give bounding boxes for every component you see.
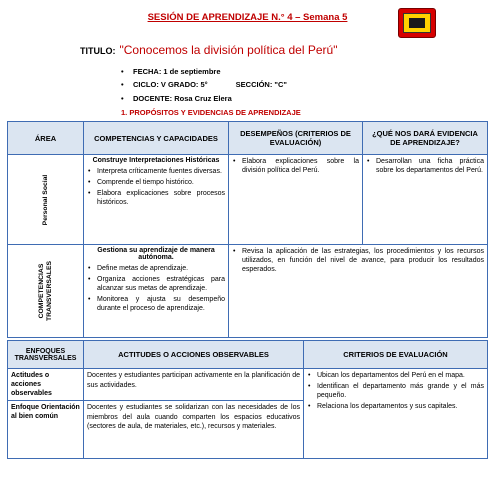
col-header-competencias: COMPETENCIAS Y CAPACIDADES (84, 122, 229, 155)
area-cell (8, 155, 84, 245)
section-heading: 1. PROPÓSITOS Y EVIDENCIAS DE APRENDIZAJE (121, 108, 301, 117)
criteria-cell (304, 369, 488, 459)
bullet-icon: • (121, 94, 124, 103)
criteria-item: • Identifican el departamento más grande y el más pequeño. (307, 382, 484, 400)
bullet-icon: • (121, 80, 124, 89)
col-header-desempenos: DESEMPEÑOS (CRITERIOS DE EVALUACIÓN) (229, 122, 363, 155)
competency-title: Gestiona su aprendizaje de manera autónoma. (97, 247, 215, 261)
date-line: • FECHA: 1 de septiembre (121, 67, 221, 76)
col-header-acciones: ACTITUDES O ACCIONES OBSERVABLES (84, 341, 304, 369)
title-row (80, 43, 337, 57)
capacity-item: • Comprende el tiempo histórico. (87, 178, 225, 187)
session-title: SESIÓN DE APRENDIZAJE N.° 4 – Semana 5 (147, 12, 348, 23)
competency-cell (84, 155, 229, 245)
competency-cell (84, 245, 229, 338)
col-header-evidencia: ¿QUÉ NOS DARÁ EVIDENCIA DE APRENDIZAJE? (363, 122, 488, 155)
criteria-item: • Ubican los departamentos del Perú en el mapa. (307, 371, 484, 380)
area-cell (8, 245, 84, 338)
competency-title: Construye Interpretaciones Históricas (92, 157, 220, 164)
table-row (8, 245, 488, 338)
table-row (8, 155, 488, 245)
school-logo (398, 8, 436, 38)
evidence-item: • Desarrollan una ficha práctica sobre los departamentos del Perú. (366, 157, 484, 175)
performance-item: • Elabora explicaciones sobre la división política del Perú. (232, 157, 359, 175)
title-label: TITULO: (80, 46, 116, 56)
capacity-item: • Organiza acciones estratégicas para alcanzar sus metas de aprendizaje. (87, 275, 225, 293)
table-row (8, 369, 488, 401)
col-header-enfoques: ENFOQUES TRANSVERSALES (8, 341, 84, 369)
cycle-line: • CICLO: V GRADO: 5° SECCIÓN: "C" (121, 80, 287, 89)
bullet-icon: • (121, 67, 124, 76)
area-label: COMPETENCIAS TRANSVERSALES (37, 260, 53, 322)
table-header-row (8, 341, 488, 369)
col-header-area: ÁREA (8, 122, 84, 155)
capacity-item: • Elabora explicaciones sobre procesos históricos. (87, 189, 225, 207)
purposes-table (7, 121, 488, 338)
criteria-item: • Relaciona los departamentos y sus capitales. (307, 402, 484, 411)
capacity-item: • Monitorea y ajusta su desempeño durante el proceso de aprendizaje. (87, 295, 225, 313)
approach-label: Enfoque Orientación al bien común (8, 401, 84, 459)
evidence-cell (363, 155, 488, 245)
table-header-row (8, 122, 488, 155)
approaches-table (7, 340, 488, 459)
capacity-item: • Define metas de aprendizaje. (87, 264, 225, 273)
teacher-line: • DOCENTE: Rosa Cruz Elera (121, 94, 232, 103)
performance-cell (229, 245, 488, 338)
col-header-criterios: CRITERIOS DE EVALUACIÓN (304, 341, 488, 369)
area-label: Personal Social (41, 174, 49, 225)
action-text: Docentes y estudiantes se solidarizan con las necesidades de los miembros del aula cuando comparten los espacios educativos (sectores de aula, de materiales, etc.), recursos y materiales. (84, 401, 304, 459)
action-text: Docentes y estudiantes participan activamente en la planificación de sus actividades. (84, 369, 304, 401)
section-value: SECCIÓN: "C" (235, 80, 287, 89)
capacity-item: • Interpreta críticamente fuentes diversas. (87, 167, 225, 176)
title-value: "Conocemos la división política del Perú" (119, 43, 338, 57)
performance-cell (229, 155, 363, 245)
performance-item: • Revisa la aplicación de las estrategias, los procedimientos y los recursos utilizados, en función del nivel de avance, para producir los resultados esperados. (232, 247, 484, 274)
approach-label: Actitudes o acciones observables (8, 369, 84, 401)
